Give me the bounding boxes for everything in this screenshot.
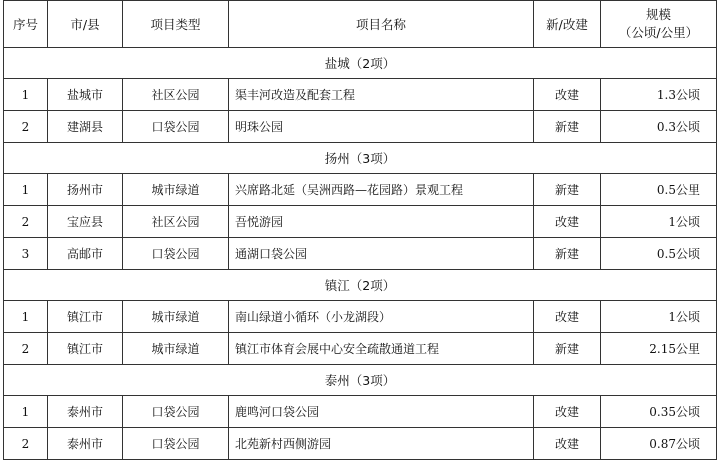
cell-status: 改建 bbox=[534, 206, 601, 238]
cell-type: 城市绿道 bbox=[123, 301, 229, 333]
cell-city: 宝应县 bbox=[48, 206, 123, 238]
cell-type: 口袋公园 bbox=[123, 111, 229, 143]
cell-scale: 0.5公里 bbox=[601, 174, 717, 206]
cell-scale: 0.35公顷 bbox=[601, 396, 717, 428]
cell-city: 镇江市 bbox=[48, 333, 123, 365]
cell-name: 吾悦游园 bbox=[229, 206, 534, 238]
table-row bbox=[4, 174, 717, 206]
header-scale bbox=[601, 1, 717, 48]
header-city: 市/县 bbox=[48, 1, 123, 48]
table-row bbox=[4, 206, 717, 238]
cell-city: 建湖县 bbox=[48, 111, 123, 143]
group-title: 扬州（3项） bbox=[4, 143, 717, 174]
cell-name: 明珠公园 bbox=[229, 111, 534, 143]
cell-seq: 1 bbox=[4, 301, 48, 333]
cell-seq: 2 bbox=[4, 333, 48, 365]
group-row bbox=[4, 143, 717, 174]
cell-scale: 0.87公顷 bbox=[601, 428, 717, 460]
cell-city: 盐城市 bbox=[48, 79, 123, 111]
cell-name: 南山绿道小循环（小龙湖段） bbox=[229, 301, 534, 333]
table-row bbox=[4, 396, 717, 428]
header-status: 新/改建 bbox=[534, 1, 601, 48]
cell-seq: 3 bbox=[4, 238, 48, 270]
cell-type: 口袋公园 bbox=[123, 396, 229, 428]
cell-status: 改建 bbox=[534, 79, 601, 111]
cell-city: 高邮市 bbox=[48, 238, 123, 270]
cell-status: 新建 bbox=[534, 333, 601, 365]
cell-city: 泰州市 bbox=[48, 396, 123, 428]
cell-type: 城市绿道 bbox=[123, 333, 229, 365]
cell-city: 泰州市 bbox=[48, 428, 123, 460]
header-scale-line2: （公顷/公里） bbox=[618, 25, 699, 40]
cell-type: 社区公园 bbox=[123, 79, 229, 111]
header-type: 项目类型 bbox=[123, 1, 229, 48]
cell-status: 改建 bbox=[534, 396, 601, 428]
cell-name: 鹿鸣河口袋公园 bbox=[229, 396, 534, 428]
cell-scale: 0.5公顷 bbox=[601, 238, 717, 270]
header-seq: 序号 bbox=[4, 1, 48, 48]
cell-status: 新建 bbox=[534, 111, 601, 143]
cell-seq: 2 bbox=[4, 206, 48, 238]
cell-status: 新建 bbox=[534, 174, 601, 206]
group-title: 泰州（3项） bbox=[4, 365, 717, 396]
cell-seq: 1 bbox=[4, 396, 48, 428]
group-row bbox=[4, 270, 717, 301]
cell-status: 改建 bbox=[534, 301, 601, 333]
header-row bbox=[4, 1, 717, 48]
cell-scale: 0.3公顷 bbox=[601, 111, 717, 143]
group-title: 镇江（2项） bbox=[4, 270, 717, 301]
table-row bbox=[4, 111, 717, 143]
project-table bbox=[3, 0, 717, 460]
cell-status: 新建 bbox=[534, 238, 601, 270]
group-row bbox=[4, 365, 717, 396]
cell-scale: 1公顷 bbox=[601, 206, 717, 238]
cell-name: 渠丰河改造及配套工程 bbox=[229, 79, 534, 111]
group-row bbox=[4, 48, 717, 79]
cell-scale: 1公顷 bbox=[601, 301, 717, 333]
header-name: 项目名称 bbox=[229, 1, 534, 48]
cell-seq: 1 bbox=[4, 174, 48, 206]
cell-seq: 2 bbox=[4, 111, 48, 143]
cell-type: 社区公园 bbox=[123, 206, 229, 238]
cell-city: 扬州市 bbox=[48, 174, 123, 206]
cell-scale: 1.3公顷 bbox=[601, 79, 717, 111]
group-title: 盐城（2项） bbox=[4, 48, 717, 79]
cell-name: 兴席路北延（吴洲西路—花园路）景观工程 bbox=[229, 174, 534, 206]
cell-name: 北苑新村西侧游园 bbox=[229, 428, 534, 460]
cell-seq: 1 bbox=[4, 79, 48, 111]
cell-name: 镇江市体育会展中心安全疏散通道工程 bbox=[229, 333, 534, 365]
table-row bbox=[4, 238, 717, 270]
cell-seq: 2 bbox=[4, 428, 48, 460]
cell-scale: 2.15公里 bbox=[601, 333, 717, 365]
cell-type: 口袋公园 bbox=[123, 428, 229, 460]
cell-name: 通湖口袋公园 bbox=[229, 238, 534, 270]
table-row bbox=[4, 301, 717, 333]
cell-city: 镇江市 bbox=[48, 301, 123, 333]
cell-type: 口袋公园 bbox=[123, 238, 229, 270]
table-body bbox=[4, 48, 717, 460]
cell-type: 城市绿道 bbox=[123, 174, 229, 206]
table-row bbox=[4, 333, 717, 365]
header-scale-line1: 规模 bbox=[645, 7, 671, 22]
table-row bbox=[4, 79, 717, 111]
cell-status: 改建 bbox=[534, 428, 601, 460]
table-row bbox=[4, 428, 717, 460]
